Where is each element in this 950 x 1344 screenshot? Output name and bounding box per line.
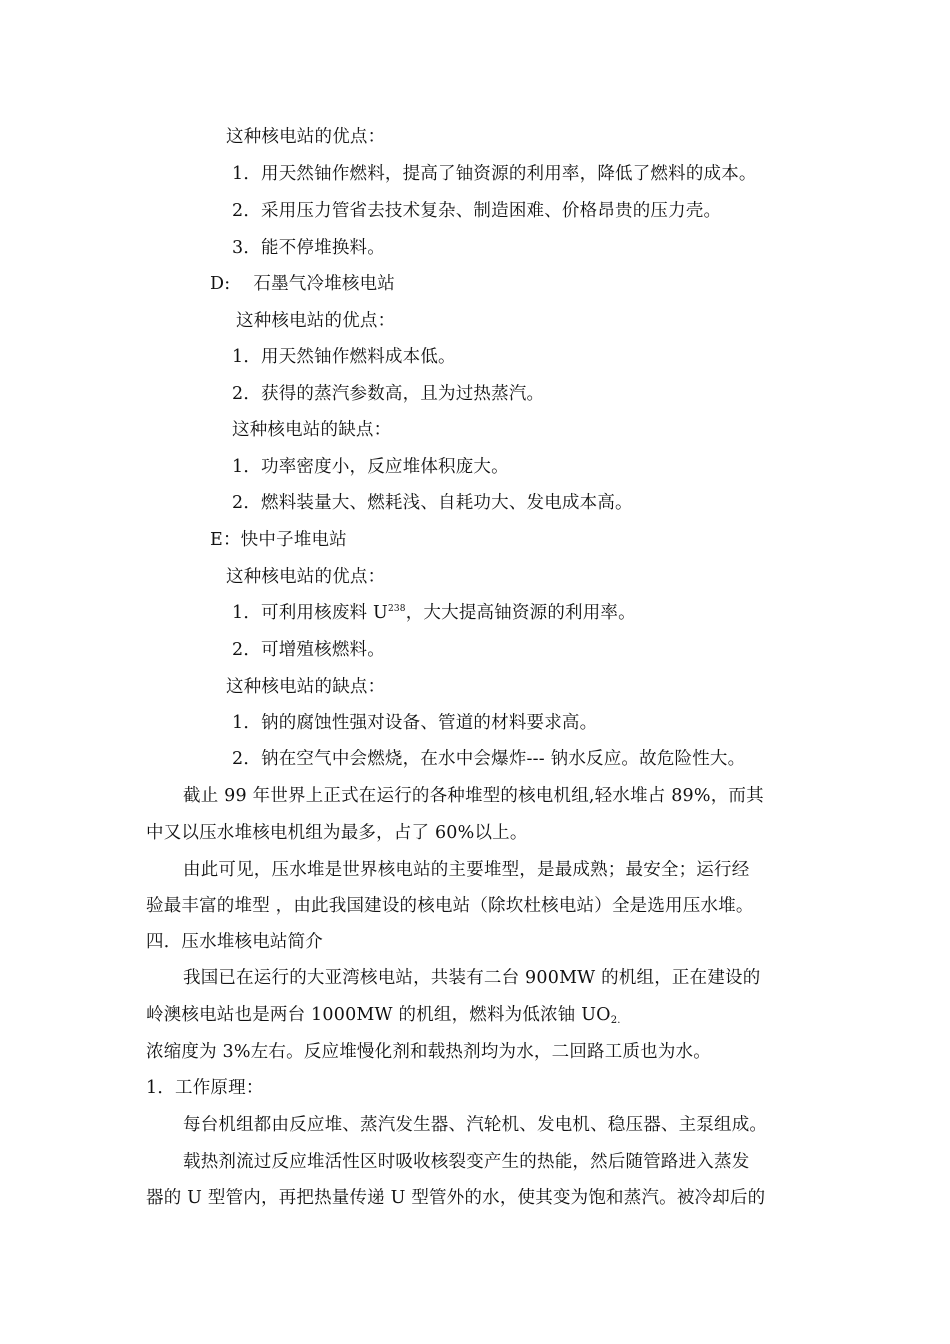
list-item: 1．用天然铀作燃料，提高了铀资源的利用率，降低了燃料的成本。 <box>232 164 757 184</box>
superscript-238: 238 <box>387 604 406 614</box>
list-item: 2．钠在空气中会燃烧，在水中会爆炸--- 钠水反应。故危险性大。 <box>232 749 746 769</box>
paragraph-line: 我国已在运行的大亚湾核电站，共装有二台 900MW 的机组，正在建设的 <box>183 968 761 988</box>
paragraph-line: 截止 99 年世界上正式在运行的各种堆型的核电机组,轻水堆占 89%，而其 <box>183 786 764 806</box>
list-item: 2．采用压力管省去技术复杂、制造困难、价格昂贵的压力壳。 <box>232 201 722 221</box>
list-item: 2．可增殖核燃料。 <box>232 640 385 660</box>
paragraph-line: 验最丰富的堆型 ，由此我国建设的核电站（除坎杜核电站）全是选用压水堆。 <box>146 896 754 916</box>
paragraph-line: 载热剂流过反应堆活性区时吸收核裂变产生的热能，然后随管路进入蒸发 <box>183 1152 750 1172</box>
paragraph-line: 每台机组都由反应堆、蒸汽发生器、汽轮机、发电机、稳压器、主泵组成。 <box>183 1115 768 1135</box>
list-item: 1．用天然铀作燃料成本低。 <box>232 347 456 367</box>
paragraph-line: 这种核电站的优点： <box>226 127 386 147</box>
paragraph-line <box>146 1004 621 1026</box>
paragraph-line: 这种核电站的缺点： <box>226 677 386 697</box>
list-item: 2．燃料装量大、燃耗浅、自耗功大、发电成本高。 <box>232 493 633 513</box>
list-item-text: 1．可利用核废料 U <box>232 603 388 623</box>
paragraph-line: 这种核电站的优点： <box>226 567 386 587</box>
list-item: 1．功率密度小，反应堆体积庞大。 <box>232 457 509 477</box>
paragraph-text: 岭澳核电站也是两台 1000MW 的机组，燃料为低浓铀 UO <box>146 1005 611 1025</box>
paragraph-line: 由此可见，压水堆是世界核电站的主要堆型，是最成熟；最安全；运行经 <box>183 860 750 880</box>
list-item: 2．获得的蒸汽参数高，且为过热蒸汽。 <box>232 384 545 404</box>
paragraph-line: 浓缩度为 3%左右。反应堆慢化剂和载热剂均为水，二回路工质也为水。 <box>146 1042 711 1062</box>
list-item: 1．钠的腐蚀性强对设备、管道的材料要求高。 <box>232 713 598 733</box>
paragraph-line: 器的 U 型管内，再把热量传递 U 型管外的水，使其变为饱和蒸汽。被冷却后的 <box>146 1188 766 1208</box>
list-item <box>232 602 636 624</box>
subscript-2: 2. <box>610 1015 621 1026</box>
list-item-text: ，大大提高铀资源的利用率。 <box>405 603 636 623</box>
section-heading: E：快中子堆电站 <box>210 530 347 550</box>
section-heading: 四．压水堆核电站简介 <box>146 932 323 952</box>
list-item: 3．能不停堆换料。 <box>232 238 385 258</box>
section-heading: 1．工作原理： <box>146 1078 264 1098</box>
paragraph-line: 这种核电站的缺点： <box>232 420 392 440</box>
paragraph-line: 中又以压水堆核电机组为最多，占了 60%以上。 <box>146 823 528 843</box>
paragraph-line: 这种核电站的优点： <box>236 311 396 331</box>
section-heading: D: 石墨气冷堆核电站 <box>210 274 395 294</box>
